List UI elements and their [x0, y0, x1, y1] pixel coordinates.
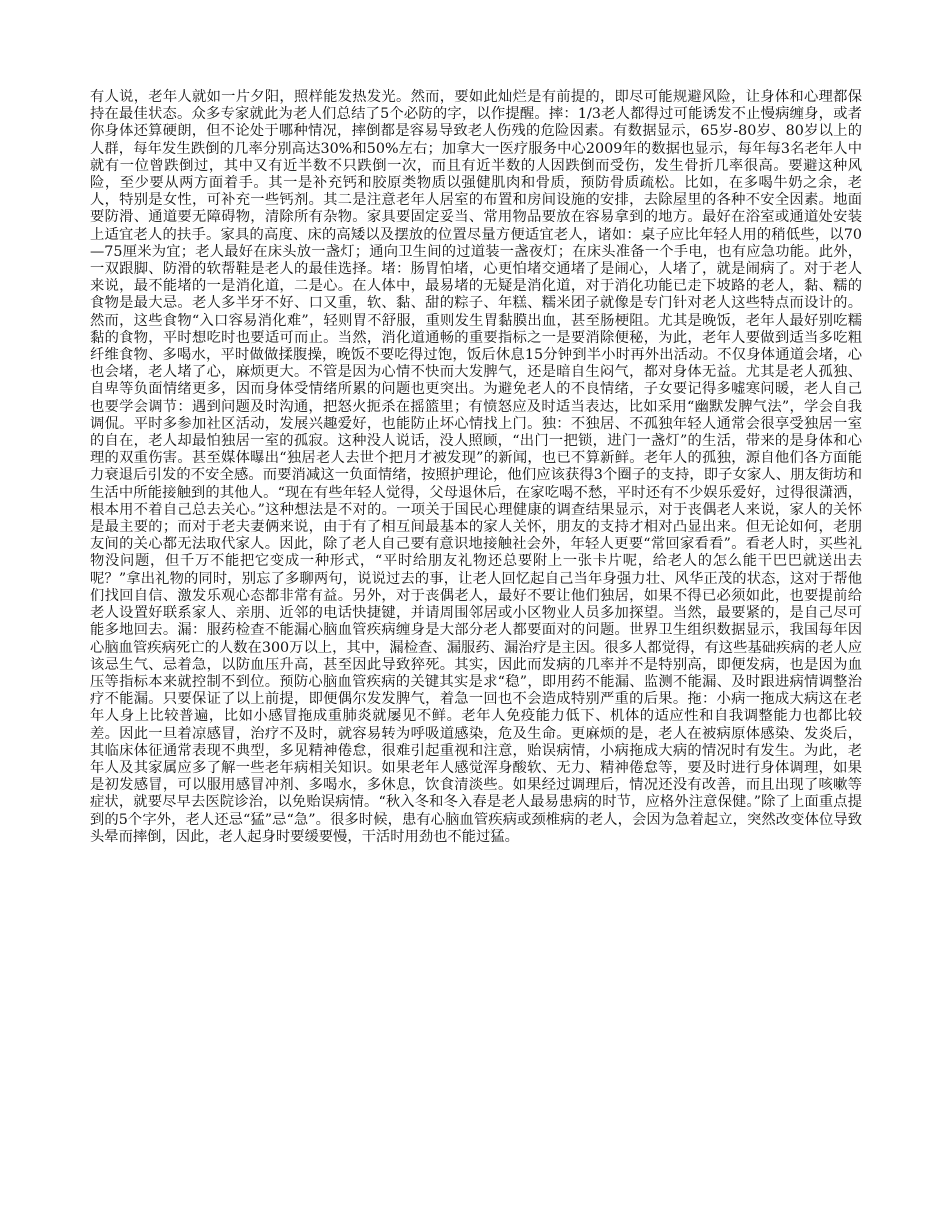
- article-body-text: 有人说，老年人就如一片夕阳，照样能发热发光。然而，要如此灿烂是有前提的，即尽可能规避风险，让身体和心理都保持在最佳状态。众多专家就此为老人们总结了5个必防的字，以作提醒。摔：1/3老人都得过可能诱发不止慢病缠身，或者你身体还算硬朗，但不论处于哪种情况，摔倒都是容易导致老人伤残的危险因素。有数据显示，65岁-80岁、80岁以上的人群，每年发生跌倒的几率分别高达30%和50%左右；加拿大一医疗服务中心2009年的数据也显示，每年每3名老年人中就有一位曾跌倒过，其中又有近半数不只跌倒一次，而且有近半数的人因跌倒而受伤，发生骨折几率很高。要避这种风险，至少要从两方面着手。其一是补充钙和胶原类物质以强健肌肉和骨质，预防骨质疏松。比如，在多喝牛奶之余，老人，特别是女性，可补充一些钙剂。其二是注意老年人居室的布置和房间设施的安排，去除屋里的各种不安全因素。地面要防滑、通道要无障碍物，清除所有杂物。家具要固定妥当、常用物品要放在容易拿到的地方。最好在浴室或通道处安装上适宜老人的扶手。家具的高度、床的高矮以及摆放的位置尽量方便适宜老人，诸如：桌子应比年轻人用的稍低些，以70—75厘米为宜；老人最好在床头放一盏灯；通向卫生间的过道装一盏夜灯；在床头准备一个手电，也有应急功能。此外，一双跟脚、防滑的软帮鞋是老人的最佳选择。堵：肠胃怕堵，心更怕堵交通堵了是闹心，人堵了，就是闹病了。对于老人来说，最不能堵的一是消化道，二是心。在人体中，最易堵的无疑是消化道，对于消化功能已走下坡路的老人，黏、糯的食物是最大忌。老人多半牙不好、口又重，软、黏、甜的粽子、年糕、糯米团子就像是专门针对老人这些特点而设计的。然而，这些食物“入口容易消化难”，轻则胃不舒服，重则发生胃黏膜出血，甚至肠梗阻。尤其是晚饭，老年人最好别吃糯黏的食物，平时想吃时也要适可而止。当然，消化道通畅的重要指标之一是要消除便秘，为此，老年人要做到适当多吃粗纤维食物、多喝水，平时做做揉腹操，晚饭不要吃得过饱，饭后休息15分钟到半小时再外出活动。不仅身体通道会堵，心也会堵，老人堵了心，麻烦更大。不管是因为心情不快而大发脾气，还是暗自生闷气，都对身体无益。尤其是老人孤独、自卑等负面情绪更多，因而身体受情绪所累的问题也更突出。为避免老人的不良情绪，子女要记得多嘘寒问暖，老人自己也要学会调节：遇到问题及时沟通，把怒火扼杀在摇篮里；有愤怒应及时适当表达，比如采用“幽默发脾气法”，学会自我调侃。平时多参加社区活动，发展兴趣爱好，也能防止坏心情找上门。独：不独居、不孤独年轻人通常会很享受独居一室的自在，老人却最怕独居一室的孤寂。这种没人说话，没人照顾，“出门一把锁，进门一盏灯”的生活，带来的是身体和心理的双重伤害。甚至媒体曝出“独居老人去世个把月才被发现”的新闻，也已不算新鲜。老年人的孤独，源自他们各方面能力衰退后引发的不安全感。而要消减这一负面情绪，按照护理论，他们应该获得3个圈子的支持，即子女家人、朋友街坊和生活中所能接触到的其他人。“现在有些年轻人觉得，父母退休后，在家吃喝不愁，平时还有不少娱乐爱好，过得很潇洒，根本用不着自己总去关心。”这种想法是不对的。一项关于国民心理健康的调查结果显示，对于丧偶老人来说，家人的关怀是最主要的；而对于老夫妻俩来说，由于有了相互间最基本的家人关怀，朋友的支持才相对凸显出来。但无论如何，老朋友间的关心都无法取代家人。因此，除了老人自己要有意识地接触社会外，年轻人更要“常回家看看”。看老人时，买些礼物没问题，但千万不能把它变成一种形式，“平时给朋友礼物还总要附上一张卡片呢，给老人的怎么能干巴巴就送出去呢？”拿出礼物的同时，别忘了多聊两句，说说过去的事，让老人回忆起自己当年身强力壮、风华正茂的状态，这对于帮他们找回自信、激发乐观心态都非常有益。另外，对于丧偶老人，最好不要让他们独居，如果不得已必须如此，也要提前给老人设置好联系家人、亲朋、近邻的电话快捷键，并请周围邻居或小区物业人员多加探望。当然，最要紧的，是自己尽可能多地回去。漏：服药检查不能漏心脑血管疾病缠身是大部分老人都要面对的问题。世界卫生组织数据显示，我国每年因心脑血管疾病死亡的人数在300万以上，其中，漏检查、漏服药、漏治疗是主因。很多人都觉得，有这些基础疾病的老人应该忌生气、忌着急，以防血压升高，甚至因此导致猝死。其实，因此而发病的几率并不是特别高，即便发病，也是因为血压等指标本来就控制不到位。预防心脑血管疾病的关键其实是求“稳”，即用药不能漏、监测不能漏、及时跟进病情调整治疗不能漏。只要保证了以上前提，即便偶尔发发脾气，着急一回也不会造成特别严重的后果。拖：小病一拖成大病这在老年人身上比较普遍，比如小感冒拖成重肺炎就屡见不鲜。老年人免疫能力低下、机体的适应性和自我调整能力也都比较差。因此一旦着凉感冒，治疗不及时，就容易转为呼吸道感染，危及生命。更麻烦的是，老人在被病原体感染、发炎后，其临床体征通常表现不典型，多见精神倦怠，很难引起重视和注意，贻误病情，小病拖成大病的情况时有发生。为此，老年人及其家属应多了解一些老年病相关知识。如果老年人感觉浑身酸软、无力、精神倦怠等，要及时进行身体调理，如果是初发感冒，可以服用感冒冲剂、多喝水，多休息，饮食清淡些。如果经过调理后，情况还没有改善，而且出现了咳嗽等症状，就要尽早去医院诊治，以免贻误病情。“秋入冬和冬入春是老人最易患病的时节，应格外注意保健。”除了上面重点提到的5个字外，老人还忌“猛”忌“急”。很多时候，患有心脑血管疾病或颈椎病的老人，会因为急着起立，突然改变体位导致头晕而摔倒，因此，老人起身时要缓要慢，干活时用劲也不能过猛。: [90, 89, 862, 845]
